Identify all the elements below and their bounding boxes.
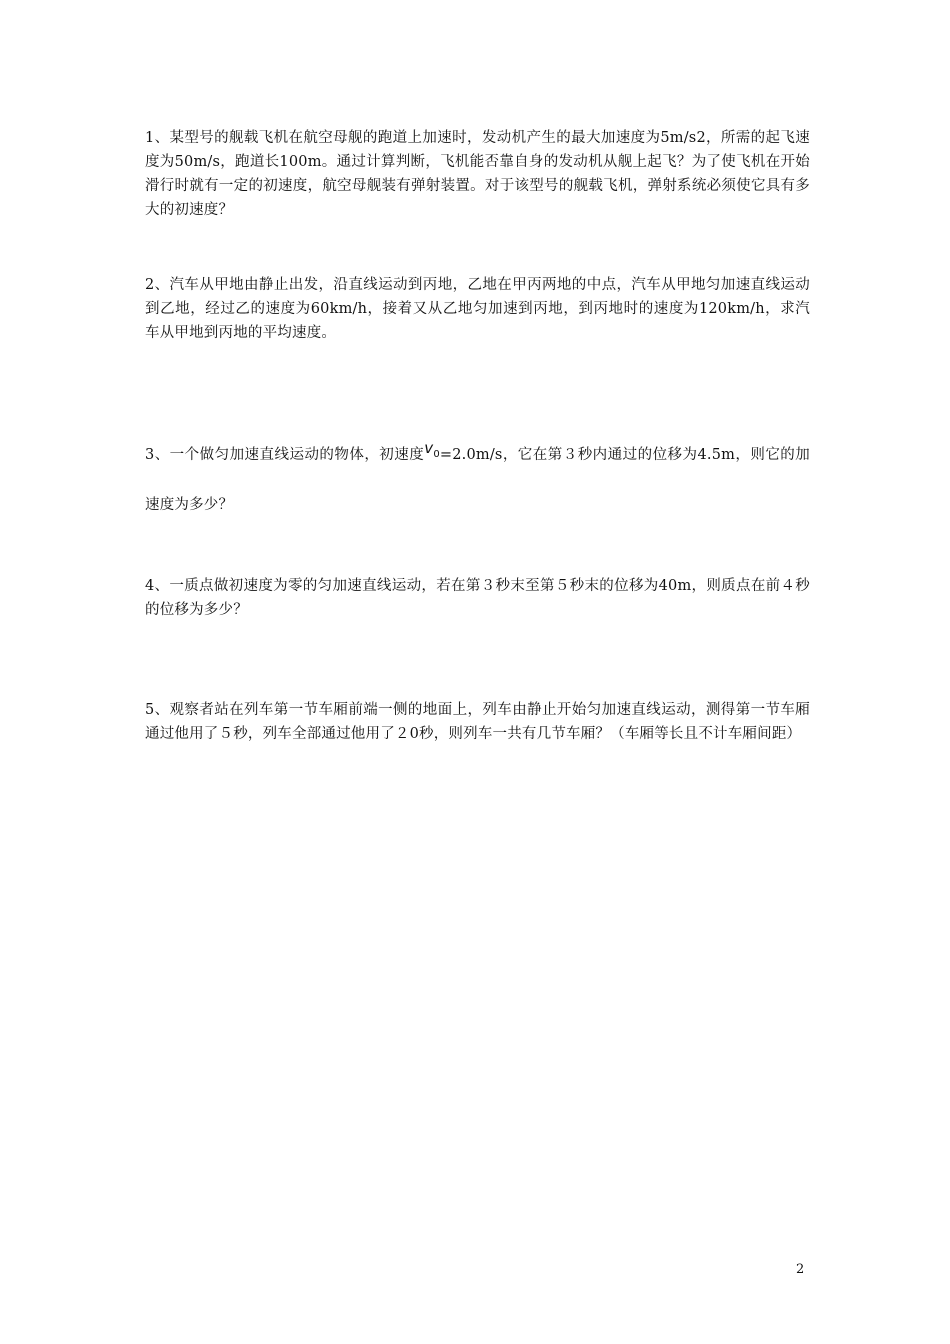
problem-2: 2、汽车从甲地由静止出发，沿直线运动到丙地，乙地在甲丙两地的中点，汽车从甲地匀加速直线运动到乙地，经过乙的速度为60km/h，接着又从乙地匀加速到丙地，到丙地时的速度为120km/h，求汽车从甲地到丙地的平均速度。 (145, 277, 810, 341)
problem-5: 5、观察者站在列车第一节车厢前端一侧的地面上，列车由静止开始匀加速直线运动，测得第一节车厢通过他用了５秒，列车全部通过他用了２0秒，则列车一共有几节车厢？（车厢等长且不计车厢间距） (145, 702, 810, 742)
initial-velocity-symbol: $v_0$ (424, 439, 440, 460)
problem-3-text-before: 3、一个做匀加速直线运动的物体，初速度 (145, 447, 425, 463)
problem-3-text-after: =2.0m/s，它在第３秒内通过的位移为4.5m，则它的加速度为多少？ (145, 447, 810, 513)
problem-4: 4、一质点做初速度为零的匀加速直线运动，若在第３秒末至第５秒末的位移为40m，则质点在前４秒的位移为多少？ (145, 578, 810, 618)
problem-1: 1、某型号的舰载飞机在航空母舰的跑道上加速时，发动机产生的最大加速度为5m/s2，所需的起飞速度为50m/s，跑道长100m。通过计算判断，飞机能否靠自身的发动机从舰上起飞？为了使飞机在开始滑行时就有一定的初速度，航空母舰装有弹射装置。对于该型号的舰载飞机，弹射系统必须使它具有多大的初速度？ (145, 130, 810, 218)
problem-3 (145, 432, 810, 527)
page-number: 2 (796, 1262, 805, 1277)
